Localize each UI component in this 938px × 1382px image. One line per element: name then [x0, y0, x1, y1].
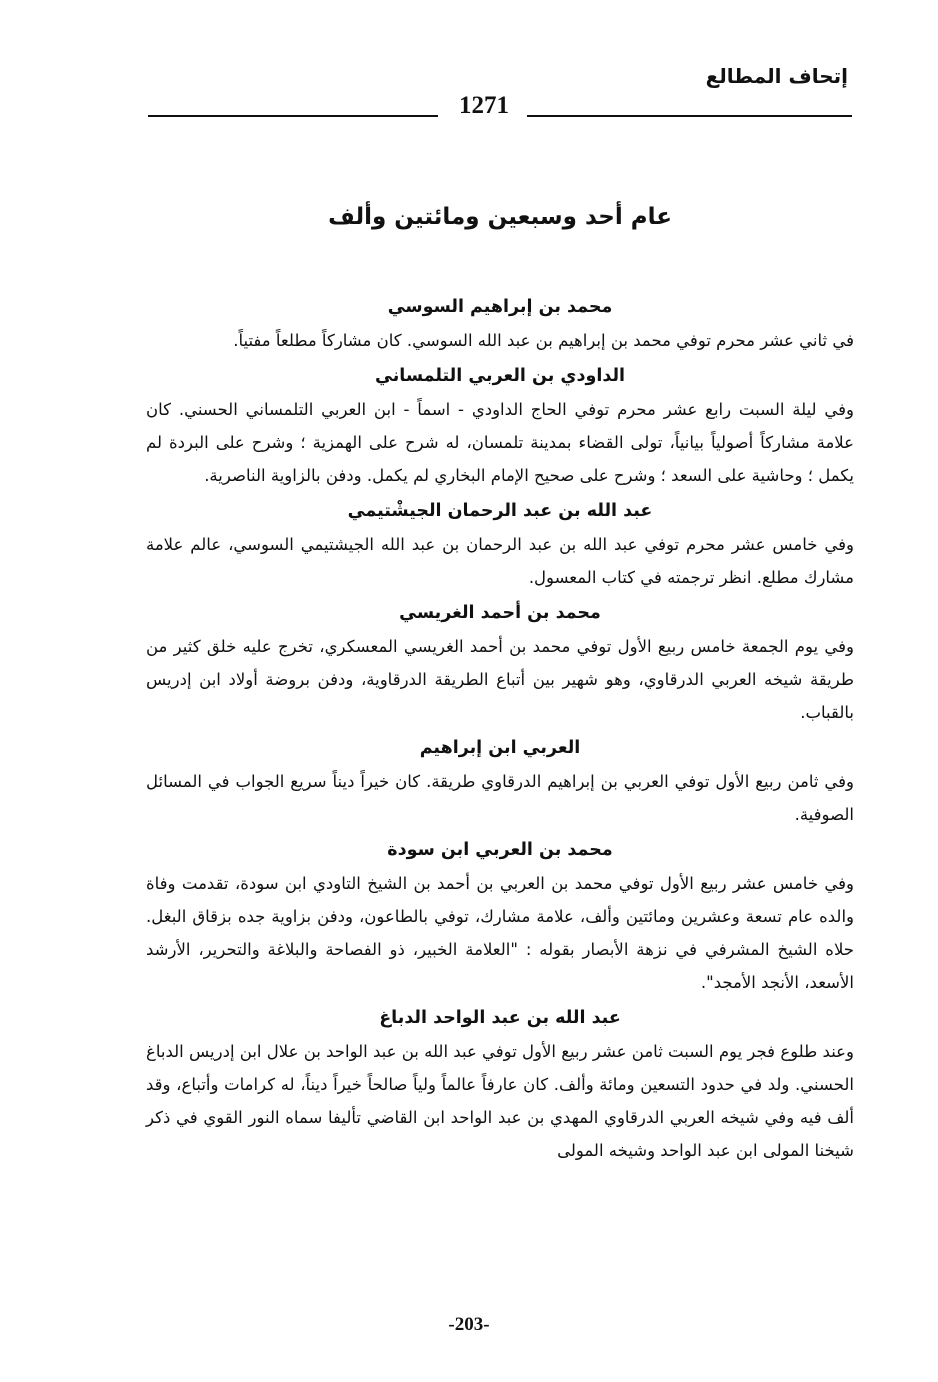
entry — [146, 359, 854, 492]
entry-title: محمد بن العربي ابن سودة — [387, 840, 613, 860]
entry — [146, 833, 854, 999]
entry-title: الداودي بن العربي التلمساني — [374, 366, 626, 386]
entry-title: محمد بن إبراهيم السوسي — [387, 297, 613, 317]
entry-body: وفي ثامن ربيع الأول توفي العربي بن إبراهيم الدرقاوي طريقة. كان خيراً ديناً سريع الجواب في المسائل الصوفية. — [146, 772, 854, 824]
entry-title: عبد الله بن عبد الرحمان الجيشْتيمي — [347, 501, 653, 521]
entry-title: محمد بن أحمد الغريسي — [399, 603, 601, 623]
header-rule-right — [527, 115, 852, 117]
header-rule-left — [148, 115, 438, 117]
running-title: إتحاف المطالع — [705, 64, 848, 88]
entry — [146, 731, 854, 831]
entry — [146, 596, 854, 729]
entry-body: وعند طلوع فجر يوم السبت ثامن عشر ربيع الأول توفي عبد الله بن عبد الواحد بن علال ابن إدريس الدباغ الحسني. ولد في حدود التسعين ومائة وألف. كان عارفاً عالماً ولياً صالحاً خيراً ديناً، له كرامات وأتباع، وقد ألف فيه وفي شيخه العربي الدرقاوي المهدي بن عبد الواحد ابن القاضي تأليفا سماه النور القوي في ذكر شيخنا المولى ابن عبد الواحد وشيخه المولى — [146, 1042, 854, 1160]
entry — [146, 290, 854, 357]
entry — [146, 1001, 854, 1167]
entry-title: عبد الله بن عبد الواحد الدباغ — [379, 1008, 621, 1028]
entry-body: في ثاني عشر محرم توفي محمد بن إبراهيم بن عبد الله السوسي. كان مشاركاً مطلعاً مفتياً. — [233, 331, 854, 350]
entry — [146, 494, 854, 594]
entry-body: وفي خامس عشر ربيع الأول توفي محمد بن العربي بن أحمد بن الشيخ التاودي ابن سودة، تقدمت وفاة والده عام تسعة وعشرين ومائتين وألف، علامة مشارك، توفي بالطاعون، ودفن بزاوية جده بزقاق البغل. حلاه الشيخ المشرفي في نزهة الأبصار بقوله : "العلامة الخبير، ذو الفصاحة والبلاغة والتحرير، الأرشد الأسعد، الأنجد الأمجد". — [146, 874, 854, 992]
entry-body: وفي ليلة السبت رابع عشر محرم توفي الحاج الداودي - اسماً - ابن العربي التلمساني الحسني. كان علامة مشاركاً أصولياً بيانياً، تولى القضاء بمدينة تلمسان، له شرح على الهمزية ؛ وشرح على البردة لم يكمل ؛ وحاشية على السعد ؛ وشرح على صحيح الإمام البخاري لم يكمل. ودفن بالزاوية الناصرية. — [146, 400, 854, 485]
entry-body: وفي خامس عشر محرم توفي عبد الله بن عبد الرحمان بن عبد الله الجيشتيمي السوسي، عالم علامة مشارك مطلع. انظر ترجمته في كتاب المعسول. — [146, 535, 854, 587]
page-number: 1271 — [459, 92, 509, 119]
entries-list — [146, 290, 854, 1169]
entry-body: وفي يوم الجمعة خامس ربيع الأول توفي محمد بن أحمد الغريسي المعسكري، تخرج عليه خلق كثير من طريقة شيخه العربي الدرقاوي، وهو شهير بين أتباع الطريقة الدرقاوية، ودفن بروضة أولاد ابن إدريس بالقباب. — [146, 637, 854, 722]
chapter-title: عام أحد وسبعين ومائتين وألف — [328, 204, 672, 230]
footer-page-number: -203- — [448, 1314, 490, 1335]
entry-title: العربي ابن إبراهيم — [419, 738, 581, 758]
